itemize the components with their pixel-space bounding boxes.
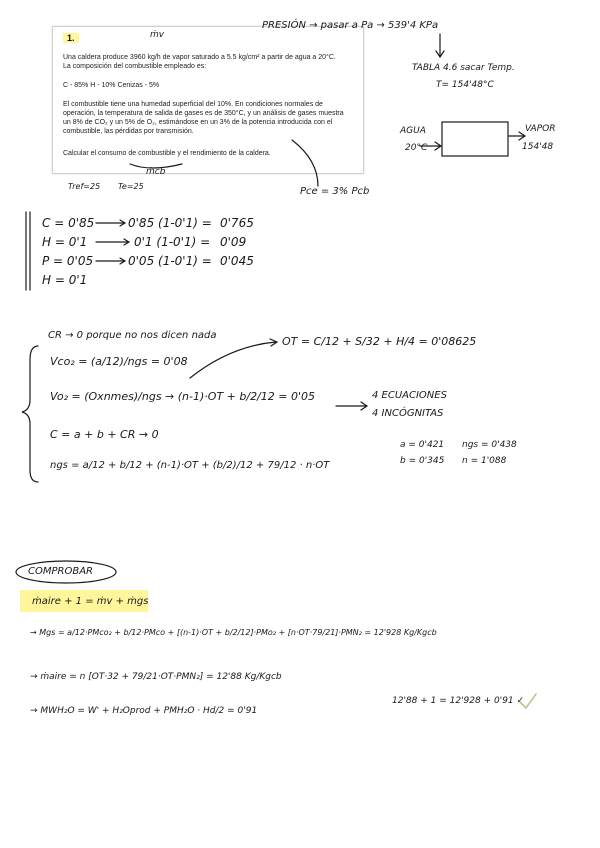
comp-h: H = 0'1: [42, 235, 88, 249]
vapor-temp: 154'48: [522, 142, 554, 152]
comp-h-result: 0'09: [220, 235, 247, 249]
problem-line: operación, la temperatura de salida de gases es de 350°C, y un análisis de gases muestra: [63, 110, 344, 117]
problem-line: El combustible tiene una humedad superficial del 10%. En condiciones normales de: [63, 101, 323, 108]
vo2-eq: Vo₂ = (Oxnmes)/ngs → (n-1)·OT + b/2/12 = 0'05: [50, 390, 315, 403]
problem-line: C - 85% H - 10% Cenizas - 5%: [63, 82, 160, 89]
mcb-note: ṁcb: [146, 167, 166, 177]
water-arrow-icon: [420, 142, 441, 150]
steam-arrow-icon: [508, 132, 525, 140]
incognitas-note: 4 INCÓGNITAS: [372, 408, 444, 419]
mwh2o-eq: → MWH₂O = W' + H₂Oprod + PMH₂O · Hd/2 = 0'91: [30, 706, 258, 716]
agua-temp: 20°C: [405, 143, 428, 153]
ngs-value: ngs = 0'438: [462, 440, 517, 450]
agua-label: AGUA: [400, 126, 426, 136]
te-note: Te=25: [118, 182, 144, 191]
comp-h2: H = 0'1: [42, 273, 88, 287]
tabla-note: TABLA 4.6 sacar Temp.: [412, 63, 515, 73]
mgs-eq: → Mgs = a/12·PMco₂ + b/12·PMco + [(n-1)·OT + b/2/12]·PMo₂ + [n·OT·79/21]·PMN₂ = 12'928 Kg/Kgcb: [30, 628, 437, 637]
boiler-box: [442, 122, 508, 156]
comp-p-calc: 0'05 (1-0'1) =: [128, 254, 212, 268]
final-check: 12'88 + 1 = 12'928 + 0'91 ✓: [392, 696, 525, 706]
balance-eq: ṁaire + 1 = ṁv + ṁgs: [32, 596, 149, 607]
ot-eq: OT = C/12 + S/32 + H/4 = 0'08625: [282, 335, 477, 348]
problem-line: La composición del combustible empleado es:: [63, 63, 207, 70]
comp-c: C = 0'85: [42, 216, 95, 230]
b-value: b = 0'345: [400, 456, 445, 466]
presion-note: PRESIÓN → pasar a Pa → 539'4 KPa: [262, 20, 439, 31]
vapor-label: VAPOR: [525, 124, 556, 134]
pce-note: Pce = 3% Pcb: [300, 186, 370, 197]
tref-note: Tref=25: [68, 182, 101, 191]
problem-number: 1.: [63, 33, 79, 43]
comp-c-calc: 0'85 (1-0'1) =: [128, 216, 212, 230]
problem-line: Calcular el consumo de combustible y el rendimiento de la caldera.: [63, 150, 271, 157]
comp-p: P = 0'05: [42, 254, 94, 268]
a-value: a = 0'421: [400, 440, 445, 450]
caabc-eq: C = a + b + CR → 0: [50, 428, 159, 441]
problem-line: Una caldera produce 3960 kg/h de vapor saturado a 5.5 kg/cm² a partir de agua a 20°C.: [63, 54, 336, 61]
ngs-eq: ngs = a/12 + b/12 + (n-1)·OT + (b/2)/12 + 79/12 · n·OT: [50, 460, 330, 471]
comp-c-result: 0'765: [220, 216, 254, 230]
vco2-eq: Vco₂ = (a/12)/ngs = 0'08: [50, 355, 188, 368]
n-value: n = 1'088: [462, 456, 507, 466]
comprobar-circle: [16, 561, 116, 583]
ecuaciones-note: 4 ECUACIONES: [372, 390, 447, 401]
maire-eq: → ṁaire = n [OT·32 + 79/21·OT·PMN₂] = 12'88 Kg/Kgcb: [30, 672, 282, 682]
problem-line: combustible, las pérdidas por transmisión.: [63, 128, 194, 135]
mv-note: ṁv: [150, 30, 165, 40]
comprobar-title: COMPROBAR: [28, 566, 93, 577]
comp-h-calc: 0'1 (1-0'1) =: [134, 235, 211, 249]
check-icon: [520, 694, 536, 708]
tsat-note: T= 154'48°C: [436, 80, 494, 90]
problem-line: un 8% de CO₂ y un 5% de O₂, estimándose en un 3% de la potencia introducida con el: [63, 119, 333, 126]
cr-note: CR → 0 porque no nos dicen nada: [48, 330, 217, 341]
comp-p-result: 0'045: [220, 254, 254, 268]
